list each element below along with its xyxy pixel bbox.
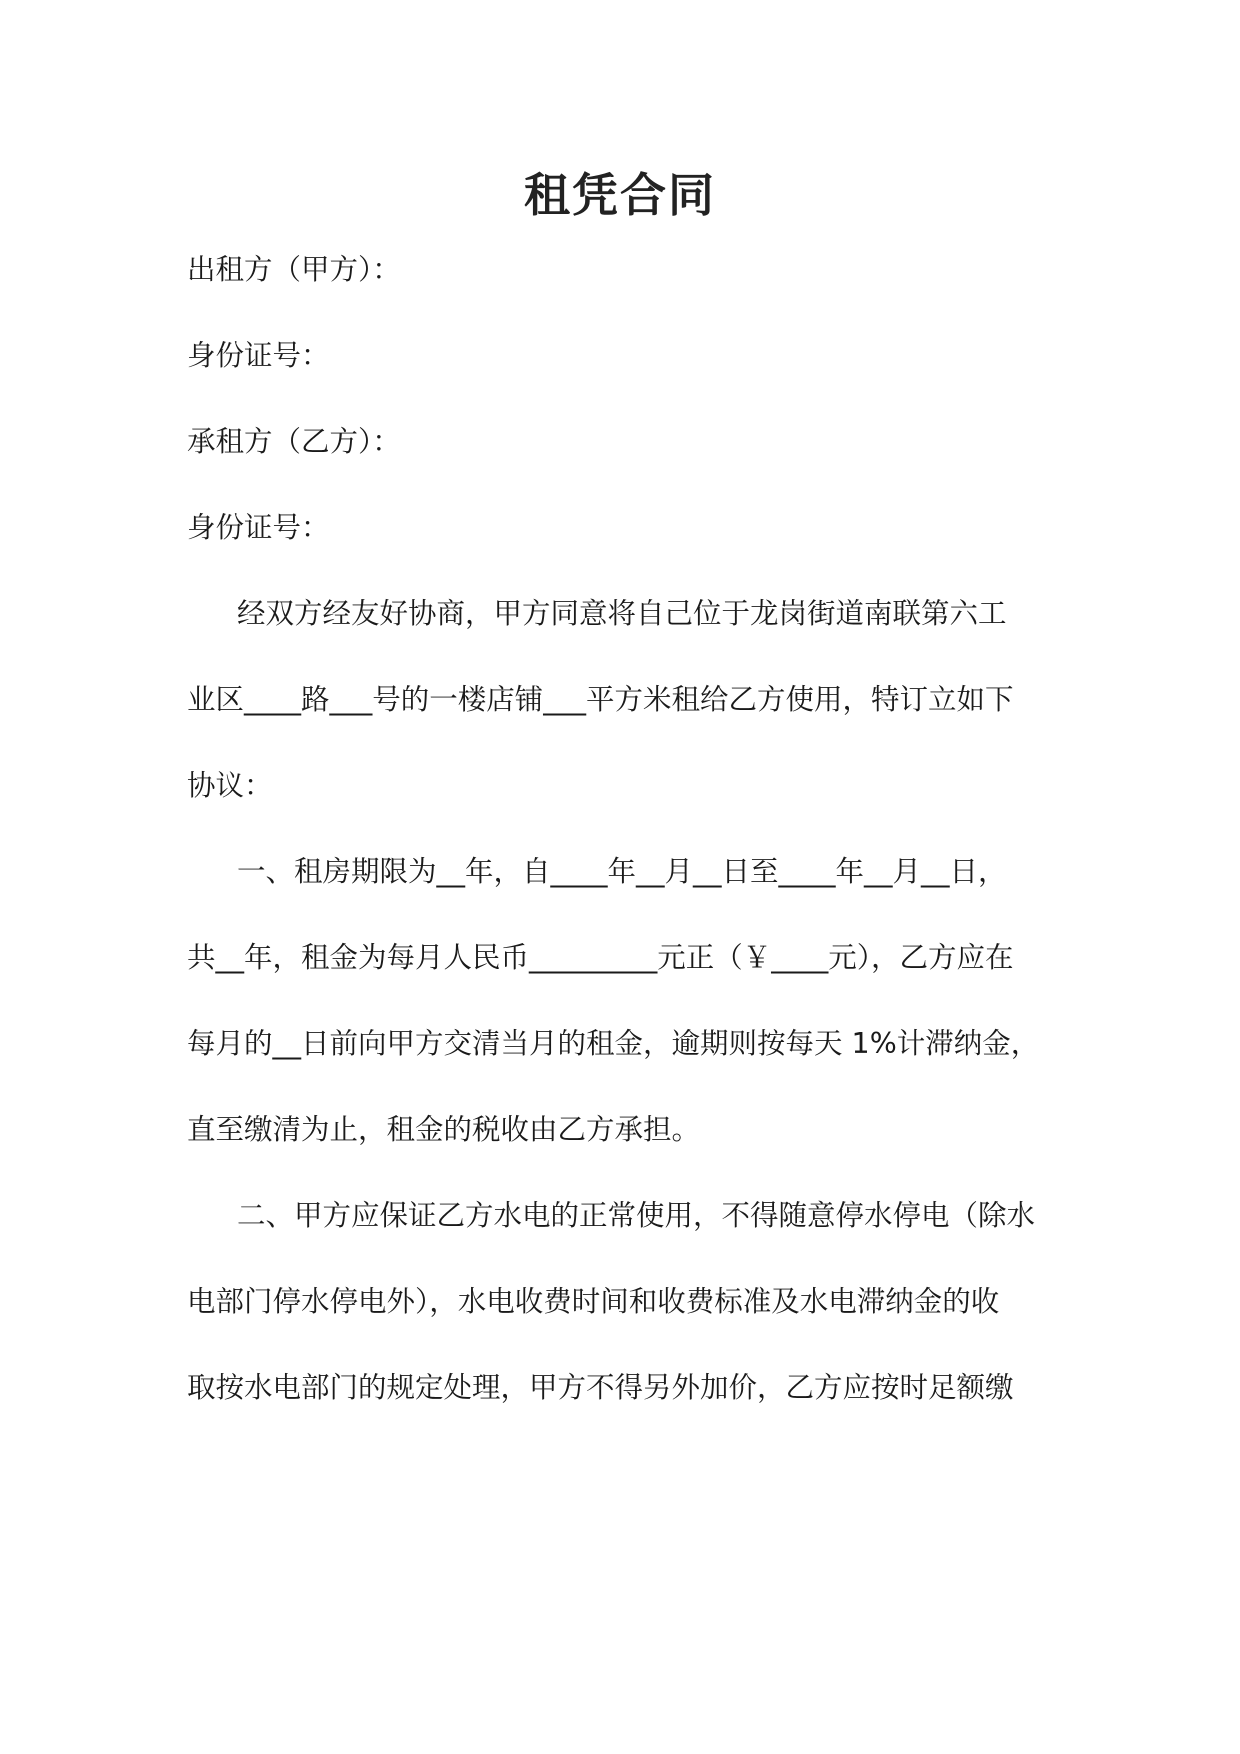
clause-1-line-2: 共__年，租金为每月人民币_________元正（￥____元），乙方应在: [187, 941, 1014, 974]
clause-1-line-1: 一、租房期限为__年，自____年__月__日至____年__月__日，: [237, 855, 1007, 888]
clause-2-line-2: 电部门停水停电外），水电收费时间和收费标准及水电滞纳金的收: [187, 1285, 1000, 1318]
intro-line-1: 经双方经友好协商，甲方同意将自己位于龙岗街道南联第六工: [237, 597, 1007, 630]
intro-line-3: 协议：: [187, 769, 273, 802]
lessee-id-field: 身份证号：: [187, 511, 330, 544]
lessor-id-field: 身份证号：: [187, 339, 330, 372]
clause-1-line-3: 每月的__日前向甲方交清当月的租金，逾期则按每天 1%计滞纳金，: [187, 1027, 1040, 1060]
clause-2-line-1: 二、甲方应保证乙方水电的正常使用，不得随意停水停电（除水: [237, 1199, 1036, 1232]
document-title: 租凭合同: [524, 168, 716, 222]
lessee-field: 承租方（乙方）：: [187, 425, 401, 458]
clause-2-line-3: 取按水电部门的规定处理，甲方不得另外加价，乙方应按时足额缴: [187, 1371, 1014, 1404]
intro-line-2: 业区____路___号的一楼店铺___平方米租给乙方使用，特订立如下: [187, 683, 1014, 716]
clause-1-line-4: 直至缴清为止，租金的税收由乙方承担。: [187, 1113, 701, 1146]
lessor-field: 出租方（甲方）：: [187, 253, 401, 286]
